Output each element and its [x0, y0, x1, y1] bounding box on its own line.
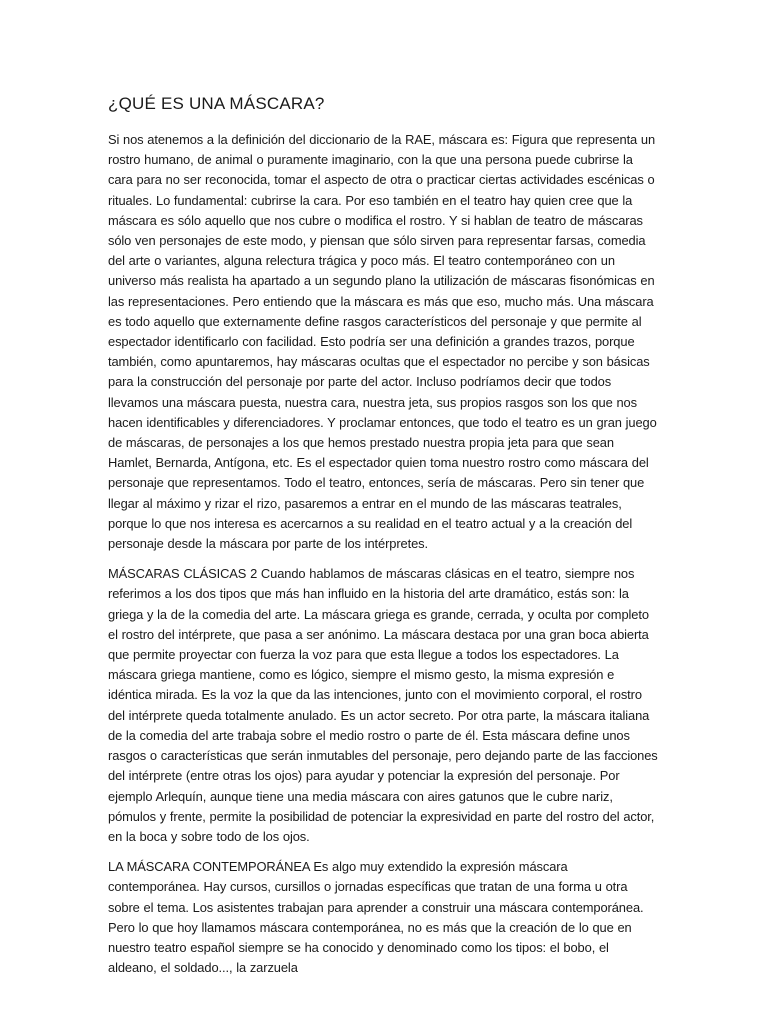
paragraph-mascaras-clasicas: MÁSCARAS CLÁSICAS 2 Cuando hablamos de máscaras clásicas en el teatro, siempre nos referimos a los dos tipos que más han influido en la historia del arte dramático, estás son: la griega y la de la comedia del arte. La máscara griega es grande, cerrada, y oculta por completo el rostro del intérprete, que pasa a ser anónimo. La máscara destaca por una gran boca abierta que permite proyectar con fuerza la voz para que esta llegue a todos los espectadores. La máscara griega mantiene, como es lógico, siempre el mismo gesto, la misma expresión e idéntica mirada. Es la voz la que da las intenciones, junto con el movimiento corporal, el rostro del intérprete queda totalmente anulado. Es un actor secreto. Por otra parte, la máscara italiana de la comedia del arte trabaja sobre el medio rostro o parte de él. Esta máscara define unos rasgos o características que serán inmutables del personaje, pero dejando parte de las facciones del intérprete (entre otras los ojos) para ayudar y potenciar la expresión del personaje. Por ejemplo Arlequín, aunque tiene una media máscara con aires gatunos que le cubre nariz, pómulos y frente, permite la posibilidad de potenciar la expresividad en parte del rostro del actor, en la boca y sobre todo de los ojos. — [108, 566, 658, 844]
document-page — [108, 92, 660, 988]
paragraph-mascara-contemporanea: LA MÁSCARA CONTEMPORÁNEA Es algo muy extendido la expresión máscara contemporánea. Hay cursos, cursillos o jornadas específicas que tratan de una forma u otra sobre el tema. Los asistentes trabajan para aprender a construir una máscara contemporánea. Pero lo que hoy llamamos máscara contemporánea, no es más que la creación de lo que en nuestro teatro español siempre se ha conocido y denominado como los tipos: el bobo, el aldeano, el soldado..., la zarzuela — [108, 859, 644, 976]
paragraph-definicion: Si nos atenemos a la definición del diccionario de la RAE, máscara es: Figura que representa un rostro humano, de animal o puramente imaginario, con la que una persona puede cubrirse la cara para no ser reconocida, tomar el aspecto de otra o practicar ciertas actividades escénicas o rituales. Lo fundamental: cubrirse la cara. Por eso también en el teatro hay quien cree que la máscara es sólo aquello que nos cubre o modifica el rostro. Y si hablan de teatro de máscaras sólo ven personajes de este modo, y piensan que sólo sirven para representar farsas, comedia del arte o variantes, alguna relectura trágica y poco más. El teatro contemporáneo con un universo más realista ha apartado a un segundo plano la utilización de máscaras fisonómicas en las representaciones. Pero entiendo que la máscara es más que eso, mucho más. Una máscara es todo aquello que externamente define rasgos característicos del personaje y que permite al espectador identificarlo con facilidad. Esto podría ser una definición a grandes trazos, porque también, como apuntaremos, hay máscaras ocultas que el espectador no percibe y son básicas para la construcción del personaje por parte del actor. Incluso podríamos decir que todos llevamos una máscara puesta, nuestra cara, nuestra jeta, sus propios rasgos son los que nos hacen identificables y diferenciadores. Y proclamar entonces, que todo el teatro es un gran juego de máscaras, de personajes a los que hemos prestado nuestra propia jeta para que sean Hamlet, Bernarda, Antígona, etc. Es el espectador quien toma nuestro rostro como máscara del personaje que representamos. Todo el teatro, entonces, sería de máscaras. Pero sin tener que llegar al máximo y rizar el rizo, pasaremos a entrar en el mundo de las máscaras teatrales, porque lo que nos interesa es acercarnos a su realidad en el teatro actual y a la creación del personaje desde la máscara por parte de los intérpretes. — [108, 132, 657, 552]
document-title: ¿QUÉ ES UNA MÁSCARA? — [108, 94, 325, 113]
